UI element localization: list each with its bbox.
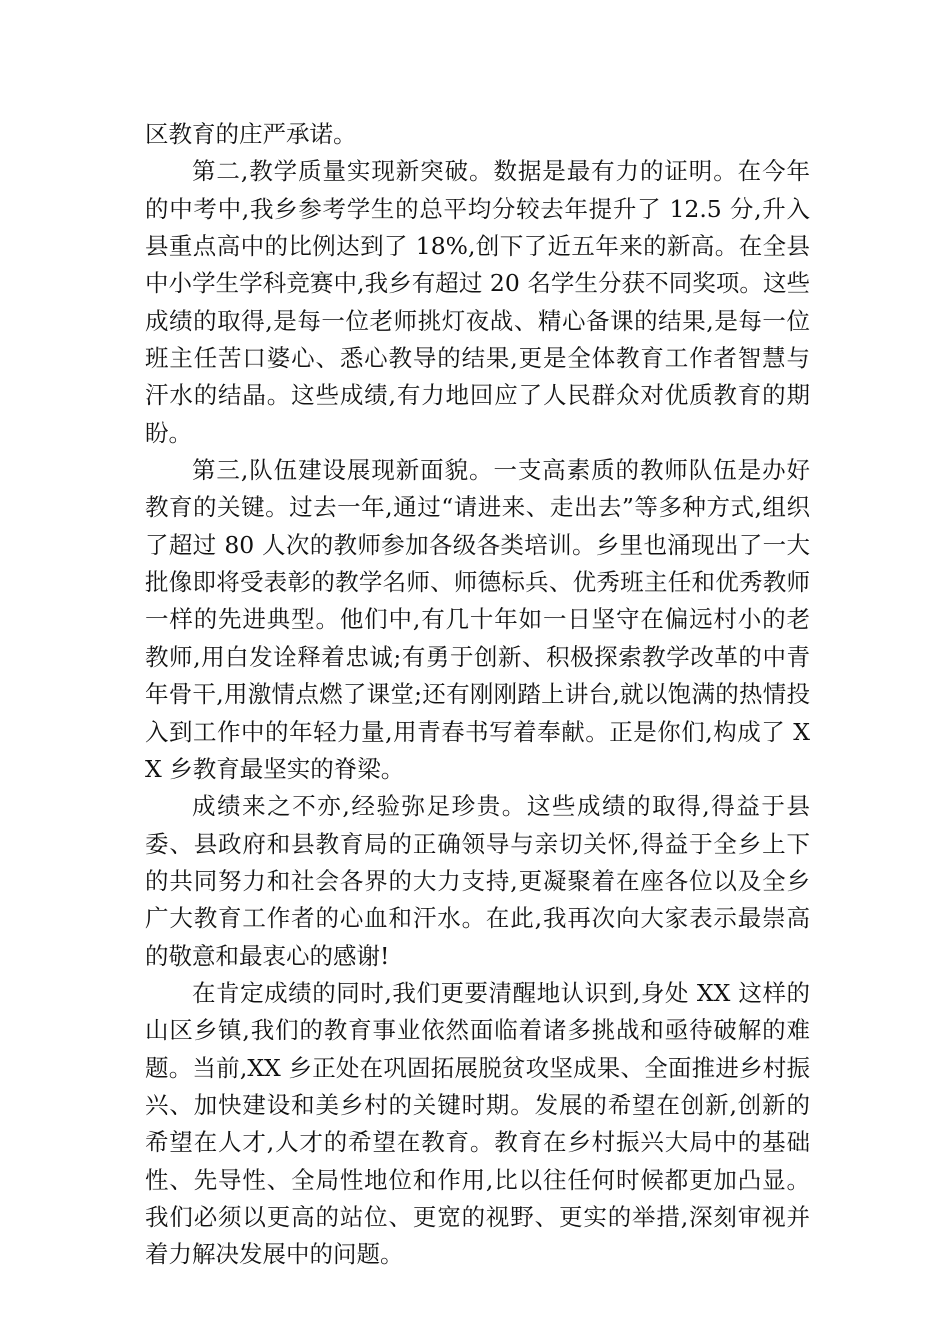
document-body [145, 116, 810, 1274]
paragraph-challenges: 在肯定成绩的同时,我们更要清醒地认识到,身处 XX 这样的山区乡镇,我们的教育事业依然面临着诸多挑战和亟待破解的难题。当前,XX 乡正处在巩固拓展脱贫攻坚成果、全面推进乡村振兴、加快建设和美乡村的关键时期。发展的希望在创新,创新的希望在人才,人才的希望在教育。教育在乡村振兴大局中的基础性、先导性、全局性地位和作用,比以往任何时候都更加凸显。我们必须以更高的站位、更宽的视野、更实的举措,深刻审视并着力解决发展中的问题。 [145, 978, 810, 1269]
paragraph-teaching-quality: 第二,教学质量实现新突破。数据是最有力的证明。在今年的中考中,我乡参考学生的总平均分较去年提升了 12.5 分,升入县重点高中的比例达到了 18%,创下了近五年来的新高。在全县中小学生学科竞赛中,我乡有超过 20 名学生分获不同奖项。这些成绩的取得,是每一位老师挑灯夜战、精心备课的结果,是每一位班主任苦口婆心、悉心教导的结果,更是全体教育工作者智慧与汗水的结晶。这些成绩,有力地回应了人民群众对优质教育的期盼。 [145, 157, 810, 447]
paragraph-team-building: 第三,队伍建设展现新面貌。一支高素质的教师队伍是办好教育的关键。过去一年,通过“请进来、走出去”等多种方式,组织了超过 80 人次的教师参加各级各类培训。乡里也涌现出了一大批像即将受表彰的教学名师、师德标兵、优秀班主任和优秀教师一样的先进典型。他们中,有几十年如一日坚守在偏远村小的老教师,用白发诠释着忠诚;有勇于创新、积极探索教学改革的中青年骨干,用激情点燃了课堂;还有刚刚踏上讲台,就以饱满的热情投入到工作中的年轻力量,用青春书写着奉献。正是你们,构成了 XX 乡教育最坚实的脊梁。 [145, 456, 810, 783]
paragraph-achievements-thanks: 成绩来之不亦,经验弥足珍贵。这些成绩的取得,得益于县委、县政府和县教育局的正确领导与亲切关怀,得益于全乡上下的共同努力和社会各界的大力支持,更凝聚着在座各位以及全乡广大教育工作者的心血和汗水。在此,我再次向大家表示最崇高的敬意和最衷心的感谢! [145, 792, 810, 970]
paragraph-continuation: 区教育的庄严承诺。 [145, 120, 357, 148]
